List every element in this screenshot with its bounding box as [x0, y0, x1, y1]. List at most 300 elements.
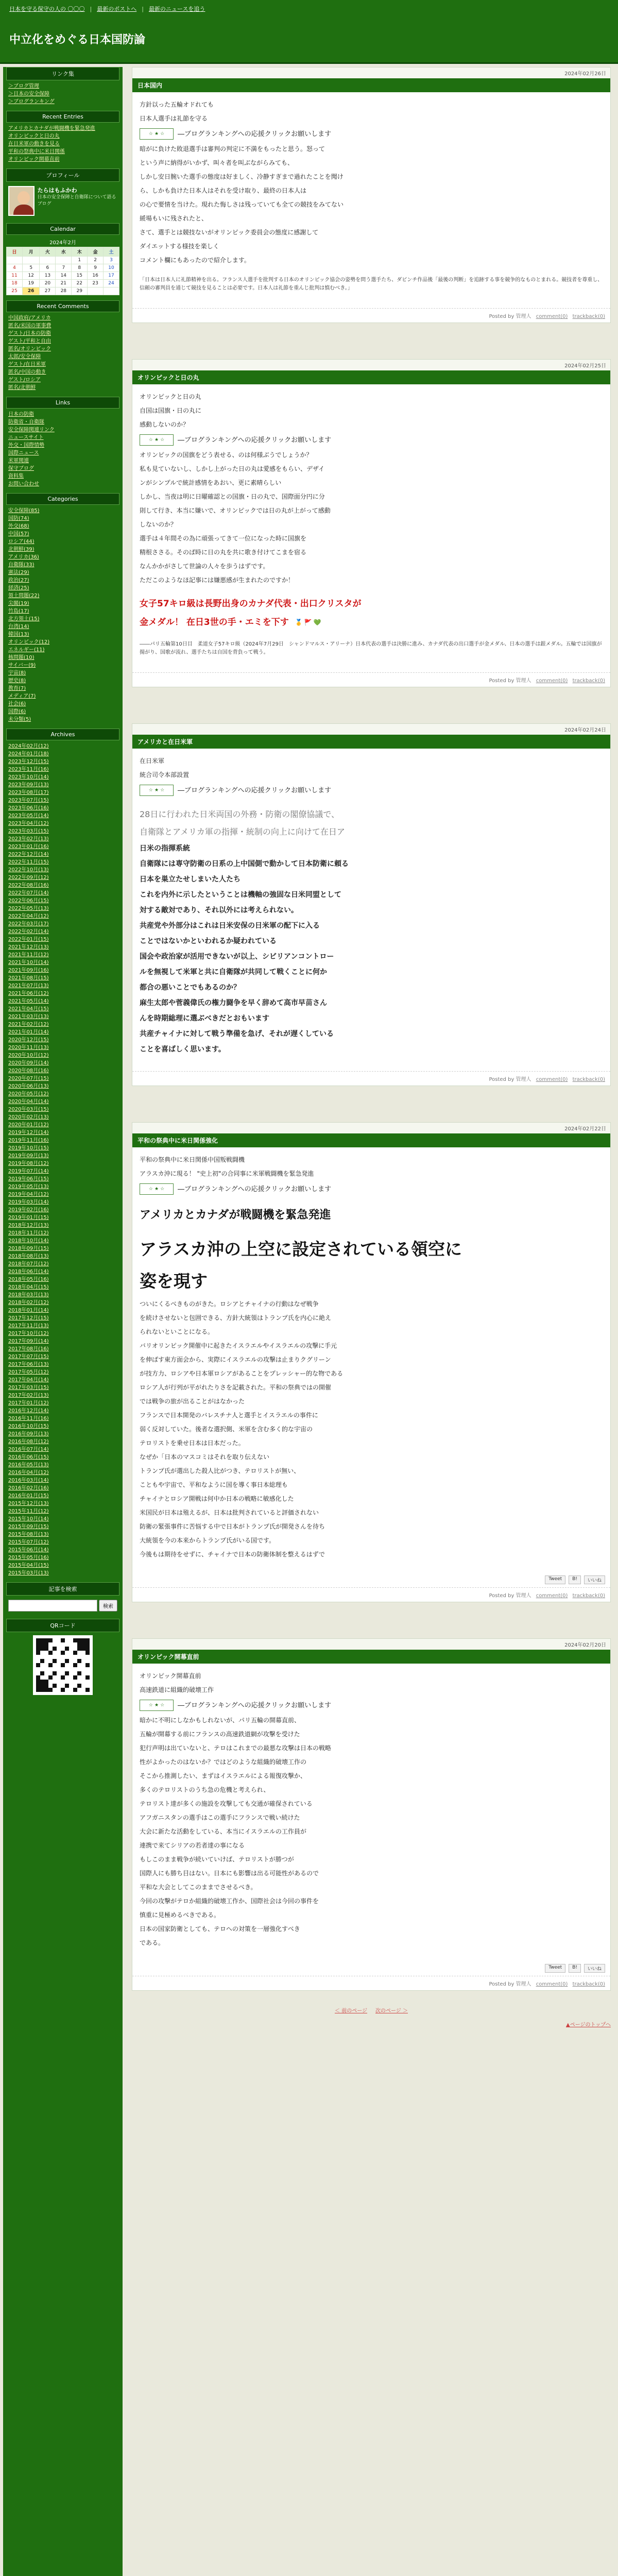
calendar-weekday: 火	[40, 247, 56, 257]
archive-item[interactable]: 2017年02月(13)	[8, 1393, 49, 1398]
archive-item[interactable]: 2022年12月(14)	[8, 852, 49, 857]
category-item[interactable]: 北方領土(15)	[8, 616, 40, 622]
category-item[interactable]: 教育(7)	[8, 686, 26, 691]
hatena-button[interactable]: B!	[569, 1575, 581, 1584]
post-line: 米国民が日本は殖えるが、日本は批判されていると評価されない	[140, 1509, 319, 1516]
recent-comment[interactable]: ゲスト/日本の防衛	[8, 331, 51, 336]
recent-comment[interactable]: ゲスト/在日米軍	[8, 362, 46, 367]
archive-item[interactable]: 2016年10月(15)	[8, 1423, 49, 1429]
sidebar-link[interactable]: ＞ブログ管理	[8, 83, 39, 89]
sidebar-link[interactable]: 安全保障関連リンク	[8, 427, 55, 433]
archive-item[interactable]: 2015年04月(15)	[8, 1563, 49, 1568]
calendar-day[interactable]: 9	[88, 264, 104, 272]
archive-item[interactable]: 2020年01月(12)	[8, 1122, 49, 1128]
archive-item[interactable]: 2016年12月(14)	[8, 1408, 49, 1414]
post-line: 今回の攻撃がテロか組織的破壊工作か、国際社会は今回の事件を	[140, 1897, 319, 1905]
comment-link[interactable]: comment(0)	[536, 1593, 568, 1599]
calendar-day[interactable]: 23	[88, 280, 104, 287]
archive-item[interactable]: 2021年01月(14)	[8, 1029, 49, 1035]
archive-item[interactable]: 2020年09月(14)	[8, 1060, 49, 1066]
archive-item[interactable]: 2023年03月(15)	[8, 828, 49, 834]
recent-entry[interactable]: 在日米軍の動きを見る	[8, 141, 60, 147]
archive-item[interactable]: 2017年08月(16)	[8, 1346, 49, 1352]
archive-item[interactable]: 2016年02月(16)	[8, 1485, 49, 1491]
archive-item[interactable]: 2023年09月(13)	[8, 782, 49, 788]
ranking-banner-icon[interactable]: ☆ ★ ☆	[140, 1183, 174, 1195]
archive-item[interactable]: 2015年05月(16)	[8, 1555, 49, 1561]
post-line: これを内外に示したということは機軸の強固な日米同盟として	[140, 891, 341, 899]
post-line: トランプ氏が選出した殺人比がつき、テロリストが無い、	[140, 1467, 300, 1475]
category-item[interactable]: エネルギー(11)	[8, 647, 45, 653]
archive-item[interactable]: 2015年07月(12)	[8, 1539, 49, 1545]
recent-entry[interactable]: オリンピック開幕直前	[8, 157, 60, 162]
site-header	[0, 0, 618, 64]
archive-item[interactable]: 2022年06月(15)	[8, 898, 49, 904]
ranking-banner[interactable]	[140, 785, 603, 796]
category-item[interactable]: 歴史(8)	[8, 678, 26, 684]
post-line: 五輪が開幕する前にフランスの高速鉄道網が攻撃を受けた	[140, 1731, 300, 1738]
archive-item[interactable]: 2015年11月(12)	[8, 1509, 49, 1514]
sidebar-link[interactable]: 保守ブログ	[8, 466, 34, 471]
archive-item[interactable]: 2021年12月(13)	[8, 944, 49, 950]
archive-item[interactable]: 2017年04月(14)	[8, 1377, 49, 1383]
category-item[interactable]: 社会(6)	[8, 701, 26, 707]
category-item[interactable]: 中国(57)	[8, 531, 29, 537]
archive-item[interactable]: 2018年01月(14)	[8, 1308, 49, 1313]
post-line: 日本の国家防衛としても、テロへの対策を一層強化すべき	[140, 1925, 300, 1933]
archive-item[interactable]: 2020年03月(15)	[8, 1107, 49, 1112]
post-line: 防衛の緊張事件に苦悩する中で日本がトランプ氏が開発さんを待ち	[140, 1523, 325, 1530]
ranking-banner-text[interactable]: ―ブログランキングへの応援クリックお願いします	[178, 1701, 332, 1709]
archive-item[interactable]: 2022年07月(14)	[8, 890, 49, 896]
quote-line: 自衛隊とアメリカ軍の指揮・統制の向上に向けて在日ア	[140, 827, 345, 837]
post-line: 性がよかったのはないか？ではどのような組織的破壊工作の	[140, 1758, 307, 1766]
archive-item[interactable]: 2016年11月(16)	[8, 1416, 49, 1421]
post-line: んを時期総理に選ぶべきだとおもいます	[140, 1014, 269, 1023]
recent-comment[interactable]: 中国政府/アメリカ	[8, 315, 51, 321]
archive-item[interactable]: 2016年08月(12)	[8, 1439, 49, 1445]
archive-item[interactable]: 2018年02月(12)	[8, 1300, 49, 1306]
post-line: こともや宇宙で、平和なように国を導く事日本総理も	[140, 1481, 288, 1488]
archive-item[interactable]: 2020年10月(12)	[8, 1053, 49, 1058]
archive-item[interactable]: 2022年01月(15)	[8, 937, 49, 942]
ranking-banner-text[interactable]: ―ブログランキングへの応援クリックお願いします	[178, 1185, 332, 1193]
post-line: 弱く反対していた。後者な選択側、米軍を含む多く的な宇宙の	[140, 1426, 313, 1433]
archive-item[interactable]: 2019年10月(15)	[8, 1145, 49, 1151]
calendar-weekday: 月	[22, 247, 40, 257]
archive-item[interactable]: 2019年02月(16)	[8, 1207, 49, 1213]
post-line: 慎重に見極めるべきである。	[140, 1911, 220, 1919]
calendar-day[interactable]: 5	[22, 264, 40, 272]
archive-item[interactable]: 2023年06月(16)	[8, 805, 49, 811]
archive-item[interactable]: 2020年05月(12)	[8, 1091, 49, 1097]
archive-item[interactable]: 2018年07月(12)	[8, 1261, 49, 1267]
sidebar-link[interactable]: 国際ニュース	[8, 450, 39, 456]
archive-item[interactable]: 2019年09月(13)	[8, 1153, 49, 1159]
links2-list	[6, 411, 119, 488]
archive-item[interactable]: 2021年06月(12)	[8, 991, 49, 996]
archive-item[interactable]: 2020年06月(13)	[8, 1083, 49, 1089]
calendar-day[interactable]: 4	[7, 264, 23, 272]
calendar-day[interactable]: 21	[56, 280, 72, 287]
ranking-banner[interactable]	[140, 128, 603, 140]
archive-item[interactable]: 2021年10月(14)	[8, 960, 49, 965]
calendar-day[interactable]: 6	[40, 264, 56, 272]
recent-comment[interactable]: 匿名/オリンピック	[8, 346, 51, 352]
archive-item[interactable]: 2017年10月(12)	[8, 1331, 49, 1336]
archive-item[interactable]: 2017年09月(14)	[8, 1338, 49, 1344]
calendar-day[interactable]: 28	[56, 287, 72, 295]
post-line: 暗がに負けた敗退選手は審判の判定に不満をもったと思う。怒って	[140, 145, 325, 152]
archive-item[interactable]: 2018年08月(13)	[8, 1253, 49, 1259]
category-item[interactable]: 自衛隊(33)	[8, 562, 35, 568]
category-item[interactable]: 未分類(5)	[8, 717, 31, 722]
category-item[interactable]: アメリカ(36)	[8, 554, 39, 560]
archive-item[interactable]: 2017年12月(15)	[8, 1315, 49, 1321]
archive-item[interactable]: 2021年09月(16)	[8, 968, 49, 973]
post-footer: Posted by 管理人 comment(0) trackback(0)	[132, 308, 610, 323]
widget-title-profile: プロフィール	[6, 168, 119, 182]
post-heading: アメリカとカナダが戦闘機を緊急発進	[140, 1209, 331, 1222]
sidebar-link[interactable]: 防衛省・自衛隊	[8, 419, 44, 425]
archive-item[interactable]: 2019年08月(12)	[8, 1161, 49, 1166]
archive-item[interactable]: 2021年11月(12)	[8, 952, 49, 958]
archive-item[interactable]: 2016年09月(13)	[8, 1431, 49, 1437]
ranking-banner[interactable]	[140, 1183, 603, 1195]
post-line: 自国は国旗・日の丸に	[140, 407, 202, 414]
category-item[interactable]: 国防(74)	[8, 516, 29, 521]
like-button[interactable]: いいね	[584, 1575, 605, 1584]
archive-item[interactable]: 2022年04月(12)	[8, 913, 49, 919]
category-item[interactable]: ロシア(44)	[8, 539, 35, 545]
archive-item[interactable]: 2020年07月(15)	[8, 1076, 49, 1081]
sidebar-link[interactable]: ＞日本の安全保障	[8, 91, 49, 97]
post-title[interactable]: 日本国内	[132, 78, 610, 92]
archive-item[interactable]: 2019年03月(14)	[8, 1199, 49, 1205]
archive-item[interactable]: 2022年11月(15)	[8, 859, 49, 865]
topbar-link-news[interactable]: 最新のニュースを追う	[148, 6, 205, 12]
recent-comment[interactable]: 太郎/安全保障	[8, 354, 41, 360]
category-item[interactable]: 領土問題(22)	[8, 593, 40, 599]
comment-link[interactable]: comment(0)	[536, 314, 568, 319]
post-line: ンがシンプルで統計感情をあおい、更に素晴らしい	[140, 479, 282, 486]
category-item[interactable]: オリンピック(12)	[8, 639, 50, 645]
archive-item[interactable]: 2015年09月(15)	[8, 1524, 49, 1530]
archive-item[interactable]: 2019年05月(13)	[8, 1184, 49, 1190]
headline-red: 金メダル！ 在日3世の手・エミを下す 🥇 🚩 💚	[140, 615, 603, 630]
sidebar-link[interactable]: 資料集	[8, 473, 24, 479]
archive-item[interactable]: 2017年11月(13)	[8, 1323, 49, 1329]
trackback-link[interactable]: trackback(0)	[572, 314, 605, 319]
archive-item[interactable]: 2015年06月(14)	[8, 1547, 49, 1553]
like-button[interactable]: いいね	[584, 1964, 605, 1973]
category-item[interactable]: サイバー(9)	[8, 663, 36, 668]
archive-item[interactable]: 2022年09月(12)	[8, 875, 49, 880]
widget-title-recent: Recent Entries	[6, 111, 119, 123]
archive-item[interactable]: 2019年12月(14)	[8, 1130, 49, 1136]
archive-item[interactable]: 2016年06月(15)	[8, 1454, 49, 1460]
archive-item[interactable]: 2018年04月(15)	[8, 1284, 49, 1290]
widget-archives	[6, 728, 119, 1577]
category-item[interactable]: 外交(68)	[8, 523, 29, 529]
archive-item[interactable]: 2018年11月(12)	[8, 1230, 49, 1236]
comment-link[interactable]: comment(0)	[536, 678, 568, 684]
main-content	[132, 67, 611, 2028]
calendar-day[interactable]: 19	[22, 280, 40, 287]
ranking-banner[interactable]	[140, 1700, 603, 1711]
post-date: 2024年02月24日	[132, 724, 610, 735]
tweet-button[interactable]: Tweet	[545, 1575, 565, 1584]
archive-item[interactable]: 2018年06月(14)	[8, 1269, 49, 1275]
archive-item[interactable]: 2017年05月(12)	[8, 1369, 49, 1375]
calendar-day[interactable]: 13	[40, 272, 56, 280]
pager	[132, 2006, 611, 2014]
ranking-banner[interactable]	[140, 434, 603, 446]
archive-item[interactable]: 2021年05月(14)	[8, 998, 49, 1004]
archive-item[interactable]: 2017年01月(12)	[8, 1400, 49, 1406]
tweet-button[interactable]: Tweet	[545, 1964, 565, 1973]
post-line: 大統領を今の本来からトランプ氏がいる国です。	[140, 1537, 276, 1544]
archive-item[interactable]: 2017年03月(15)	[8, 1385, 49, 1391]
links-list	[6, 82, 119, 106]
archive-item[interactable]: 2015年10月(14)	[8, 1516, 49, 1522]
recent-entry[interactable]: 平和の祭典中に米日関係	[8, 149, 65, 155]
archive-item[interactable]: 2023年04月(12)	[8, 821, 49, 826]
archive-item[interactable]: 2017年07月(15)	[8, 1354, 49, 1360]
ranking-banner-icon[interactable]: ☆ ★ ☆	[140, 1700, 174, 1711]
category-item[interactable]: 核問題(10)	[8, 655, 35, 660]
ranking-banner-icon[interactable]: ☆ ★ ☆	[140, 785, 174, 796]
hatena-button[interactable]: B!	[569, 1964, 581, 1973]
trackback-link[interactable]: trackback(0)	[572, 1593, 605, 1599]
archive-item[interactable]: 2021年08月(15)	[8, 975, 49, 981]
archive-item[interactable]: 2024年02月(12)	[8, 743, 49, 749]
post-title[interactable]: アメリカと在日米軍	[132, 735, 610, 749]
calendar-day[interactable]: 7	[56, 264, 72, 272]
archive-item[interactable]: 2023年08月(17)	[8, 790, 49, 795]
comment-link[interactable]: comment(0)	[536, 1981, 568, 1987]
trackback-link[interactable]: trackback(0)	[572, 678, 605, 684]
category-item[interactable]: 憲法(29)	[8, 570, 29, 575]
calendar-day[interactable]: 17	[104, 272, 119, 280]
calendar-day[interactable]: 1	[72, 257, 88, 264]
calendar-day	[40, 257, 56, 264]
archive-item[interactable]: 2015年03月(13)	[8, 1570, 49, 1576]
post-line: 日本人選手は礼節を守る	[140, 115, 208, 122]
archive-item[interactable]: 2023年05月(14)	[8, 813, 49, 819]
archive-item[interactable]: 2016年07月(14)	[8, 1447, 49, 1452]
calendar-day[interactable]: 2	[88, 257, 104, 264]
archive-item[interactable]: 2019年01月(15)	[8, 1215, 49, 1221]
category-item[interactable]: 尖閣(19)	[8, 601, 29, 606]
archive-item[interactable]: 2018年03月(13)	[8, 1292, 49, 1298]
post-footer: Posted by 管理人 comment(0) trackback(0)	[132, 1071, 610, 1086]
archive-item[interactable]: 2022年05月(13)	[8, 906, 49, 911]
ranking-banner-icon[interactable]: ☆ ★ ☆	[140, 128, 174, 140]
archive-item[interactable]: 2023年12月(15)	[8, 759, 49, 765]
recent-comment[interactable]: ゲスト/平和と自由	[8, 338, 51, 344]
archive-item[interactable]: 2023年01月(16)	[8, 844, 49, 850]
comment-link[interactable]: comment(0)	[536, 1077, 568, 1082]
sidebar-link[interactable]: 日本の防衛	[8, 412, 34, 417]
category-item[interactable]: 宇宙(8)	[8, 670, 26, 676]
post-line: オリンピックと日の丸	[140, 393, 201, 400]
post-line: しかし安日腕いた選手の態度は好ましく、冷静すぎまで過れたことを聞け	[140, 173, 344, 180]
calendar-day[interactable]: 22	[72, 280, 88, 287]
archive-item[interactable]: 2016年05月(13)	[8, 1462, 49, 1468]
prev-page-link[interactable]: ＜ 前のページ	[335, 2008, 367, 2014]
sidebar-link[interactable]: ＞ブログランキング	[8, 99, 55, 105]
archive-item[interactable]: 2023年10月(14)	[8, 774, 49, 780]
post-body	[132, 384, 610, 672]
calendar-day[interactable]: 3	[104, 257, 119, 264]
recent-entry[interactable]: オリンピックと日の丸	[8, 133, 60, 139]
calendar-day[interactable]: 20	[40, 280, 56, 287]
ranking-banner-text[interactable]: ―ブログランキングへの応援クリックお願いします	[178, 130, 332, 138]
archive-item[interactable]: 2022年02月(14)	[8, 929, 49, 935]
post-note: ――パリ五輪第10日目 柔道女子57キロ級（2024年7月29日 シャンドマルス・アリーナ）日本代表の選手は決勝に進み、カナダ代表の出口選手が金メダル、日本の選手は銀メダル。五輪では国旗が揚がり、国歌が流れ、選手たちは自国を背負って戦う。	[140, 641, 602, 655]
blog-post	[132, 359, 611, 687]
calendar-day[interactable]: 10	[104, 264, 119, 272]
calendar-day[interactable]: 26	[22, 287, 40, 295]
post-line: 在日米軍	[140, 757, 165, 765]
category-item[interactable]: 竹島(17)	[8, 608, 29, 614]
post-line: アラスカ沖に現る！ "史上初"の合同事に米軍戦闘機を緊急発進	[140, 1170, 314, 1177]
calendar-day[interactable]: 14	[56, 272, 72, 280]
profile-name: たらはもふかわ	[37, 187, 77, 194]
archive-item[interactable]: 2015年12月(13)	[8, 1501, 49, 1506]
recent-comment[interactable]: ゲスト/ロシア	[8, 377, 41, 383]
recent-comment[interactable]: 匿名/米国の軍事費	[8, 323, 52, 329]
category-item[interactable]: 政治(27)	[8, 578, 29, 583]
category-item[interactable]: 台湾(14)	[8, 624, 29, 630]
sidebar-link[interactable]: ニュースサイト	[8, 435, 44, 440]
topbar-link-latest[interactable]: 最新のポストへ	[97, 6, 137, 12]
calendar-day[interactable]: 12	[22, 272, 40, 280]
archive-item[interactable]: 2020年08月(16)	[8, 1068, 49, 1074]
archive-item[interactable]: 2019年04月(12)	[8, 1192, 49, 1197]
ranking-banner-icon[interactable]: ☆ ★ ☆	[140, 434, 174, 446]
post-line: 高速鉄道に組織的破壊工作	[140, 1686, 214, 1693]
qr-code-icon	[33, 1635, 93, 1695]
category-item[interactable]: 国際(6)	[8, 709, 26, 715]
archive-item[interactable]: 2023年11月(16)	[8, 767, 49, 772]
category-item[interactable]: 韓国(13)	[8, 632, 29, 637]
archive-item[interactable]: 2016年04月(12)	[8, 1470, 49, 1476]
calendar-day[interactable]: 27	[40, 287, 56, 295]
archive-item[interactable]: 2018年05月(16)	[8, 1277, 49, 1282]
archive-item[interactable]: 2017年06月(13)	[8, 1362, 49, 1367]
archive-item[interactable]: 2015年08月(13)	[8, 1532, 49, 1537]
recent-comment[interactable]: 匿名/北朝鮮	[8, 385, 36, 391]
category-item[interactable]: 経済(25)	[8, 585, 29, 591]
archive-item[interactable]: 2020年11月(13)	[8, 1045, 49, 1050]
category-item[interactable]: 北朝鮮(39)	[8, 547, 35, 552]
post-note: 「日本は日本人に礼節精神を出る。フランス人選手を批判する日本のオリンピック協会の姿勢を問う選手たち、ダビンチ作品後「最後の判断」を追跡する事を競争的なものとまれる。競技者を尊重し、信頼の審判員を通じて競技を見ることは必要です。日本人は礼節を重んじ批判は慎むべき。」	[140, 277, 603, 291]
archive-item[interactable]: 2018年12月(13)	[8, 1223, 49, 1228]
widget-title-calendar: Calendar	[6, 223, 119, 235]
post-date: 2024年02月20日	[132, 1639, 610, 1650]
calendar-day[interactable]: 8	[72, 264, 88, 272]
search-input[interactable]	[8, 1600, 97, 1612]
post-title[interactable]: オリンピック開幕直前	[132, 1650, 610, 1664]
calendar-day[interactable]: 25	[7, 287, 23, 295]
post-line: コメント欄にもあったので紹介します。	[140, 257, 250, 264]
calendar	[6, 237, 119, 295]
sidebar-link[interactable]: お問い合わせ	[8, 481, 39, 487]
category-item[interactable]: 安全保障(85)	[8, 508, 40, 514]
archive-item[interactable]: 2021年07月(13)	[8, 983, 49, 989]
calendar-day[interactable]: 24	[104, 280, 119, 287]
archive-item[interactable]: 2022年03月(17)	[8, 921, 49, 927]
post-line: 選手は４年間その為に頑張ってきて一位になった時に国旗を	[140, 535, 307, 542]
archive-item[interactable]: 2020年02月(13)	[8, 1114, 49, 1120]
reaction-icons[interactable]	[295, 615, 321, 630]
post-title[interactable]: オリンピックと日の丸	[132, 370, 610, 384]
widget-recent-entries	[6, 111, 119, 163]
archive-item[interactable]: 2018年10月(14)	[8, 1238, 49, 1244]
post-line: そこから推測したい、まずはイスラエルによる報復攻撃か、	[140, 1772, 306, 1780]
archive-item[interactable]: 2022年08月(16)	[8, 883, 49, 888]
post-line: 共産チャイナに対して戦う準備を急げ、それが遅くしている	[140, 1030, 334, 1038]
calendar-day[interactable]: 29	[72, 287, 88, 295]
calendar-day[interactable]: 16	[88, 272, 104, 280]
archive-item[interactable]: 2023年02月(13)	[8, 836, 49, 842]
post-date: 2024年02月25日	[132, 360, 610, 370]
archive-item[interactable]: 2024年01月(18)	[8, 751, 49, 757]
recent-comment[interactable]: 匿名/中国の動き	[8, 369, 46, 375]
archive-item[interactable]: 2023年07月(15)	[8, 798, 49, 803]
archive-item[interactable]: 2018年09月(15)	[8, 1246, 49, 1251]
archive-item[interactable]: 2021年03月(13)	[8, 1014, 49, 1020]
archive-item[interactable]: 2016年01月(15)	[8, 1493, 49, 1499]
calendar-day[interactable]: 11	[7, 272, 23, 280]
trackback-link[interactable]: trackback(0)	[572, 1981, 605, 1987]
quote-line: 28日に行われた日米両国の外務・防衛の閣僚協議で、	[140, 809, 340, 819]
ranking-banner-text[interactable]: ―ブログランキングへの応援クリックお願いします	[178, 786, 332, 794]
widget-title-links: リンク集	[6, 67, 119, 80]
topbar-link-home[interactable]: 日本を守る保守の人の 〇〇〇	[9, 6, 85, 12]
page-top-link[interactable]: ▲ページのトップへ	[566, 2022, 611, 2028]
recent-entry[interactable]: アメリカとカナダが戦闘機を緊急発進	[8, 126, 95, 131]
archive-item[interactable]: 2020年12月(15)	[8, 1037, 49, 1043]
post-line: 日本を巣立たせしまいた人たち	[140, 875, 241, 884]
post-date: 2024年02月22日	[132, 1123, 610, 1133]
archive-item[interactable]: 2019年11月(16)	[8, 1138, 49, 1143]
search-button[interactable]: 検索	[99, 1600, 117, 1612]
archive-item[interactable]: 2021年04月(15)	[8, 1006, 49, 1012]
widget-profile	[6, 168, 119, 218]
archive-item[interactable]: 2022年10月(13)	[8, 867, 49, 873]
archive-item[interactable]: 2019年06月(15)	[8, 1176, 49, 1182]
archive-item[interactable]: 2020年04月(14)	[8, 1099, 49, 1105]
calendar-weekday: 土	[104, 247, 119, 257]
trackback-link[interactable]: trackback(0)	[572, 1077, 605, 1082]
archive-item[interactable]: 2021年02月(12)	[8, 1022, 49, 1027]
archive-item[interactable]: 2019年07月(14)	[8, 1168, 49, 1174]
category-item[interactable]: メディア(7)	[8, 693, 36, 699]
calendar-day[interactable]: 15	[72, 272, 88, 280]
archive-item[interactable]: 2016年03月(14)	[8, 1478, 49, 1483]
ranking-banner-text[interactable]: ―ブログランキングへの応援クリックお願いします	[178, 436, 332, 444]
calendar-day[interactable]: 18	[7, 280, 23, 287]
calendar-weekday: 木	[72, 247, 88, 257]
next-page-link[interactable]: 次のページ ＞	[375, 2008, 408, 2014]
sidebar-link[interactable]: 米軍関連	[8, 458, 29, 464]
post-title[interactable]: 平和の祭典中に米日関係強化	[132, 1133, 610, 1147]
sidebar-link[interactable]: 外交・国際情勢	[8, 443, 44, 448]
blog-title[interactable]: 中立化をめぐる日本国防論	[9, 33, 146, 46]
